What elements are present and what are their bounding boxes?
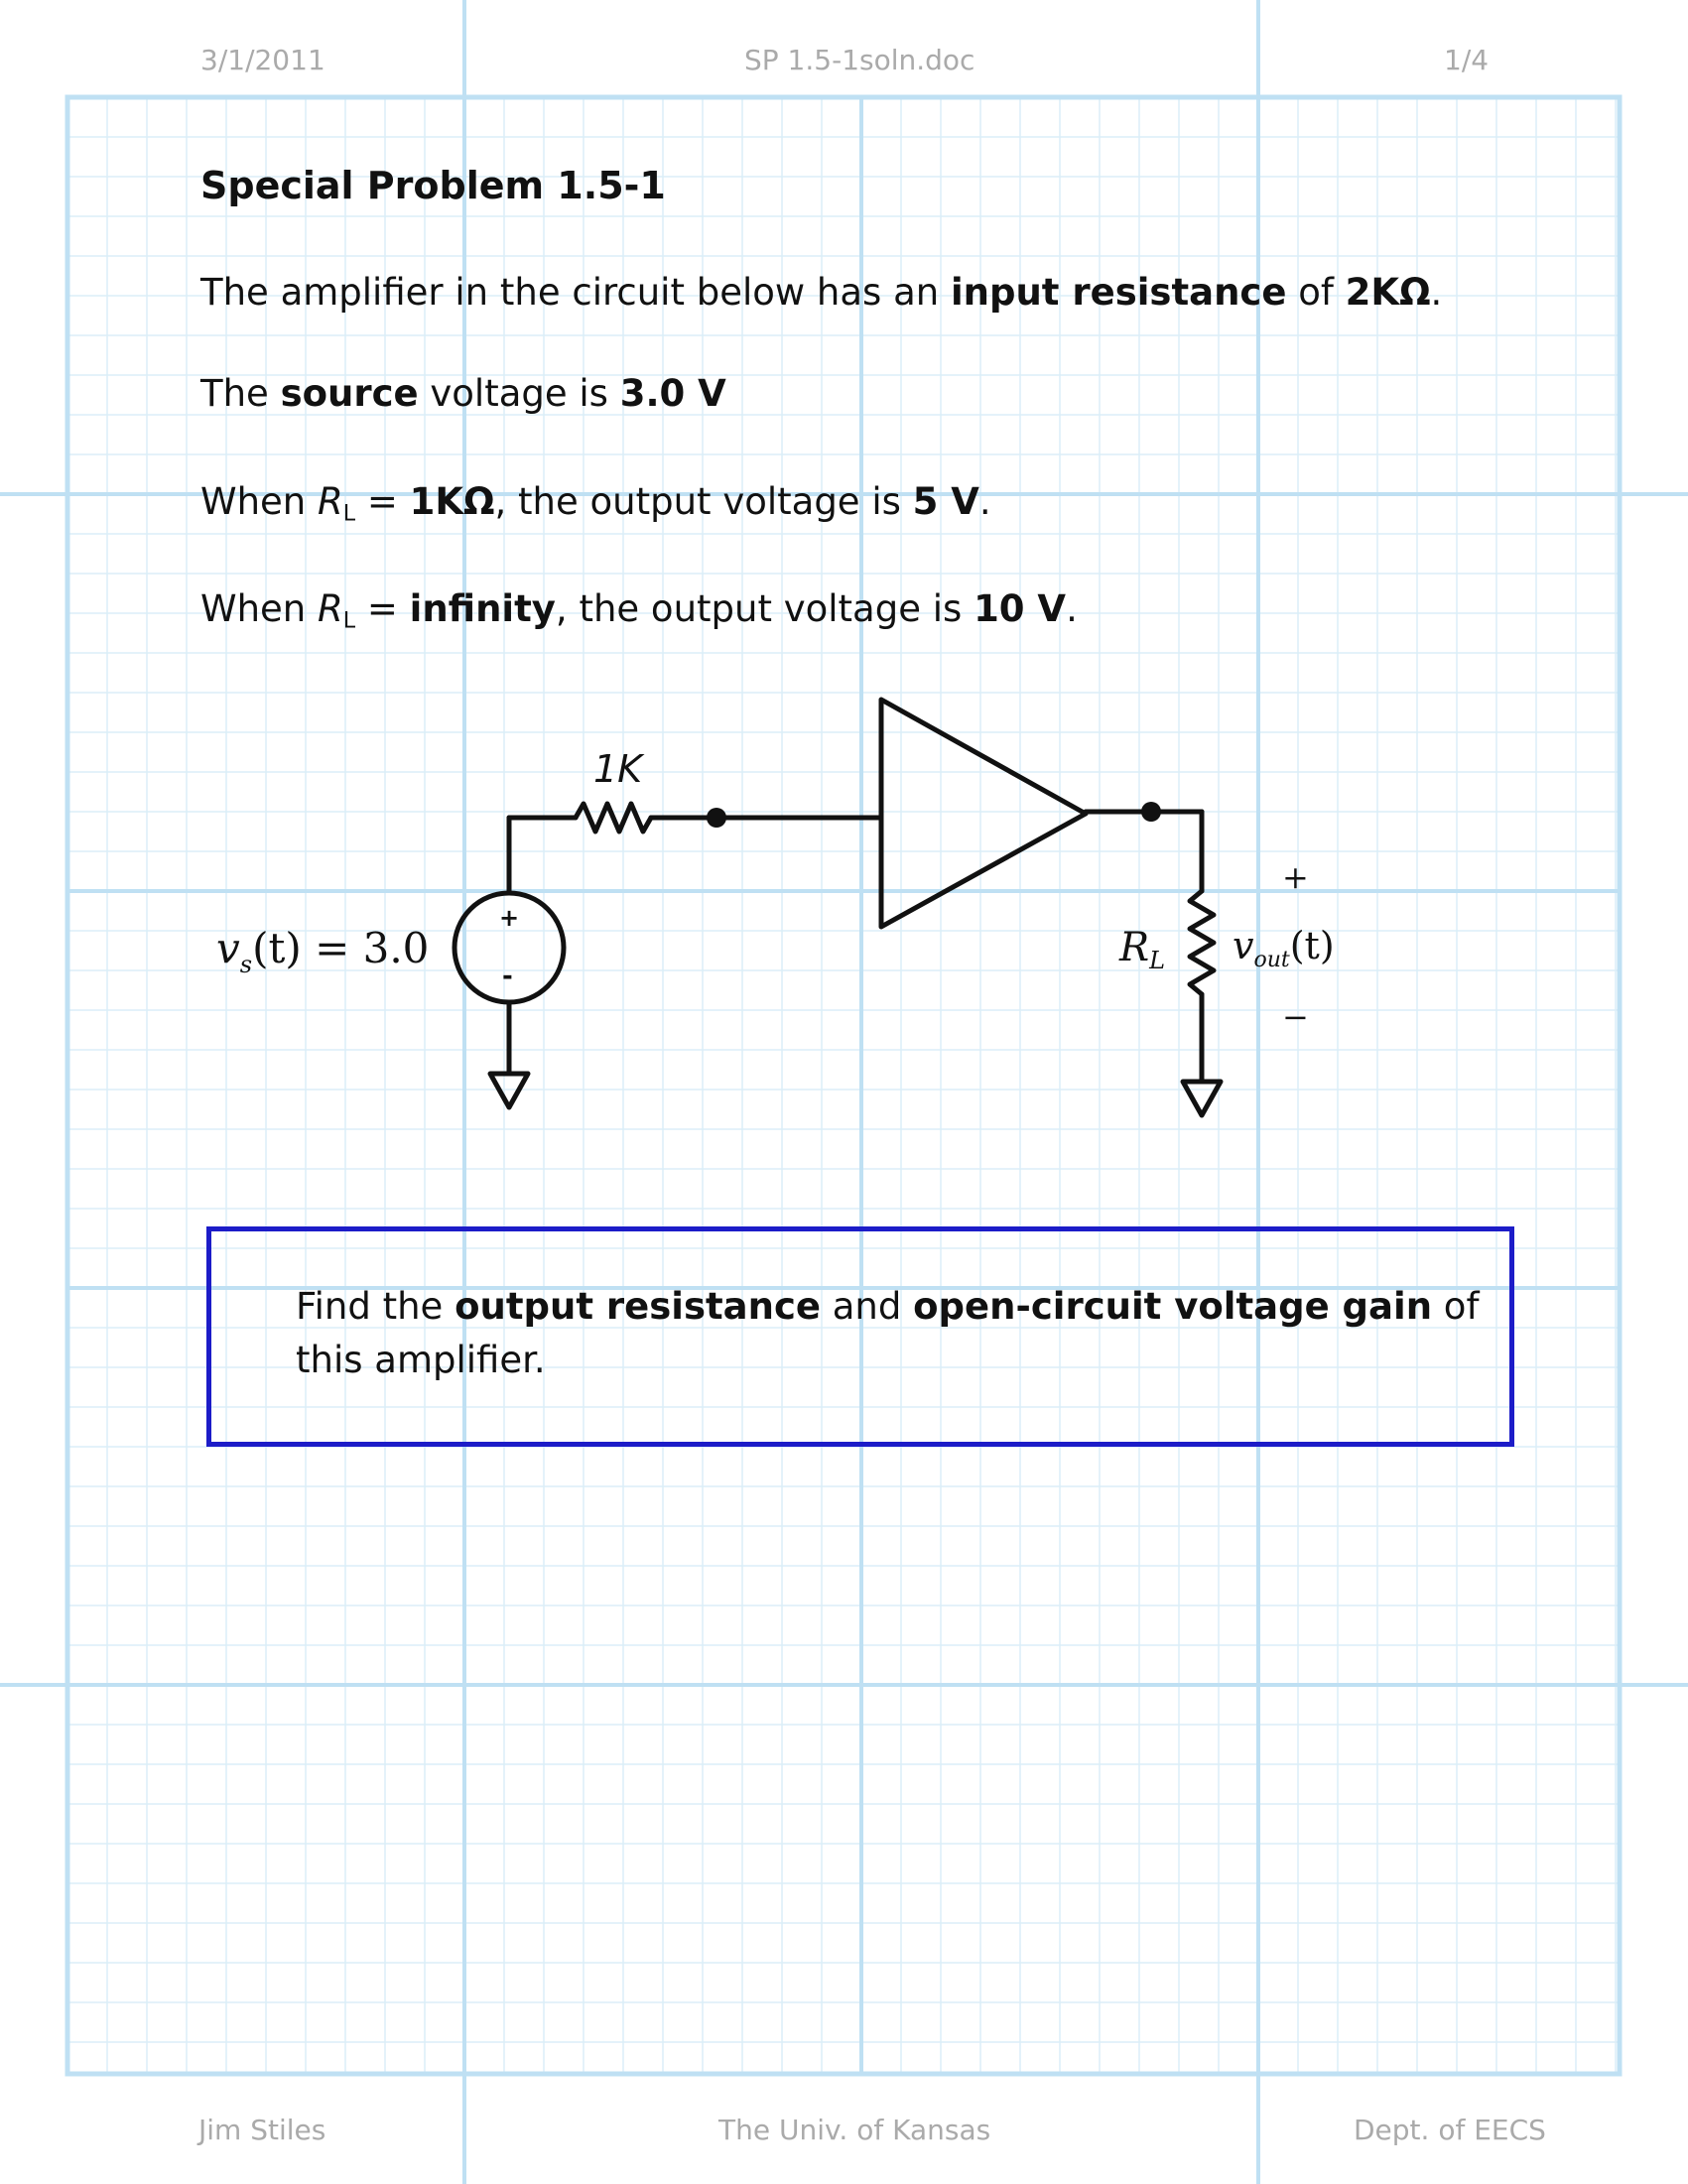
task-text [296, 1280, 1487, 1387]
task-mid: and [821, 1285, 914, 1328]
line3-subscript: L [342, 500, 356, 527]
line3-pre: When [200, 480, 319, 523]
line1-mid: of [1286, 271, 1346, 314]
line3-value: 1KΩ [409, 480, 495, 523]
line3-eq: = [355, 480, 410, 523]
load-label-r: R [1119, 925, 1150, 970]
source-label-rest: (t) = 3.0 [252, 924, 430, 972]
line1-value: 2KΩ [1345, 271, 1431, 314]
problem-line-source-voltage [200, 372, 726, 415]
task-post: of this amplifier. [296, 1285, 1480, 1381]
footer-author: Jim Stiles [198, 2114, 326, 2146]
line4-symbol: R [318, 587, 343, 630]
source-plus-sign: + [499, 904, 520, 932]
footer-institution: The Univ. of Kansas [718, 2114, 991, 2146]
line4-mid: , the output voltage is [555, 587, 974, 630]
problem-line-rl-1k [200, 480, 991, 527]
vout-plus-sign: + [1282, 858, 1309, 896]
vout-label-sub: out [1253, 948, 1290, 972]
line2-bold: source [280, 372, 419, 415]
problem-title: Special Problem 1.5-1 [200, 164, 666, 207]
line1-bold: input resistance [950, 271, 1287, 314]
source-minus-sign: - [502, 962, 513, 991]
header-page-number: 1/4 [1444, 44, 1490, 76]
line4-eq: = [355, 587, 410, 630]
line2-pre: The [200, 372, 281, 415]
line3-result: 5 V [912, 480, 979, 523]
source-label-v: v [216, 924, 240, 972]
task-bold-output-resistance: output resistance [454, 1285, 821, 1328]
line3-mid: , the output voltage is [494, 480, 913, 523]
line3-symbol: R [318, 480, 343, 523]
header-date: 3/1/2011 [200, 44, 325, 76]
line2-mid: voltage is [418, 372, 620, 415]
vout-label-v: v [1233, 924, 1254, 967]
line2-value: 3.0 V [619, 372, 726, 415]
resistor-1k-label: 1K [593, 747, 643, 791]
line1-post: . [1430, 271, 1443, 314]
header-filename: SP 1.5-1soln.doc [744, 44, 975, 76]
line4-subscript: L [342, 607, 356, 634]
problem-line-rl-infinity [200, 587, 1078, 634]
task-pre: Find the [296, 1285, 455, 1328]
line4-post: . [1066, 587, 1078, 630]
line4-value: infinity [409, 587, 556, 630]
load-label-sub: L [1149, 947, 1166, 974]
vout-label-rest: (t) [1289, 924, 1335, 967]
footer-department: Dept. of EECS [1354, 2114, 1546, 2146]
source-label-sub: s [239, 951, 253, 978]
line4-result: 10 V [974, 587, 1067, 630]
task-bold-voltage-gain: open-circuit voltage gain [913, 1285, 1433, 1328]
problem-line-input-resistance [200, 271, 1442, 314]
vout-minus-sign: − [1282, 998, 1309, 1036]
line4-pre: When [200, 587, 319, 630]
line1-pre: The amplifier in the circuit below has an [200, 271, 951, 314]
line3-post: . [978, 480, 991, 523]
